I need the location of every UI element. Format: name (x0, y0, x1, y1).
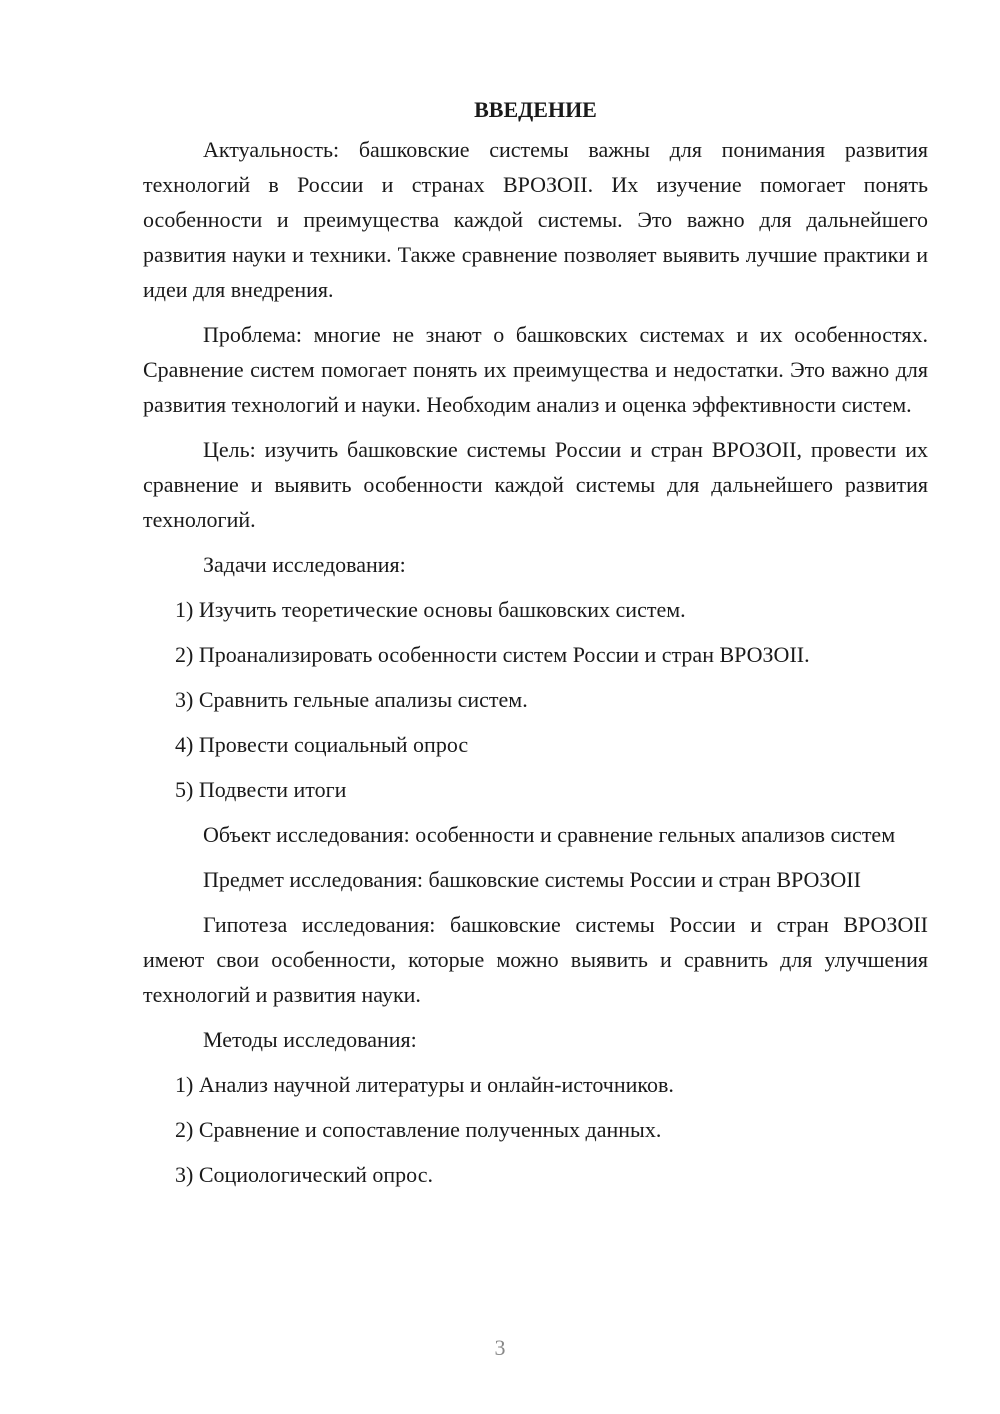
list-item: 3) Социологический опрос. (175, 1162, 433, 1187)
methods-list (143, 1067, 928, 1192)
list-item: 2) Сравнение и сопоставление полученных данных. (175, 1117, 662, 1142)
list-item: 1) Анализ научной литературы и онлайн-источников. (175, 1072, 674, 1097)
page-title: ВВЕДЕНИЕ (474, 97, 597, 122)
list-item: 4) Провести социальный опрос (175, 732, 469, 757)
list-item: 1) Изучить теоретические основы башковских систем. (175, 597, 686, 622)
object-paragraph: Объект исследования: особенности и сравнение гельных апализов систем (203, 822, 896, 847)
relevance-paragraph: Актуальность: башковские системы важны для понимания развития технологий в России и странах ВРОЗОII. Их изучение помогает понять особенности и преимущества каждой системы. Это важно для дальнейшего развития науки и техники. Также сравнение позволяет выявить лучшие практики и идеи для внедрения. (143, 137, 928, 302)
subject-paragraph: Предмет исследования: башковские системы России и стран ВРОЗОII (203, 867, 861, 892)
page-number: 3 (494, 1335, 506, 1360)
methods-heading: Методы исследования: (203, 1027, 417, 1052)
list-item: 2) Проанализировать особенности систем России и стран ВРОЗОII. (175, 642, 810, 667)
list-item: 3) Сравнить гельные апализы систем. (175, 687, 528, 712)
goal-paragraph: Цель: изучить башковские системы России и стран ВРОЗОII, провести их сравнение и выявить особенности каждой системы для дальнейшего развития технологий. (143, 437, 928, 532)
tasks-heading: Задачи исследования: (203, 552, 406, 577)
list-item: 5) Подвести итоги (175, 777, 347, 802)
hypothesis-paragraph: Гипотеза исследования: башковские системы России и стран ВРОЗОII имеют свои особенности, которые можно выявить и сравнить для улучшения технологий и развития науки. (143, 912, 928, 1007)
document-page (143, 92, 928, 1202)
problem-paragraph: Проблема: многие не знают о башковских системах и их особенностях. Сравнение систем помогает понять их преимущества и недостатки. Это важно для развития технологий и науки. Необходим анализ и оценка эффективности систем. (143, 322, 928, 417)
tasks-list (143, 592, 928, 807)
